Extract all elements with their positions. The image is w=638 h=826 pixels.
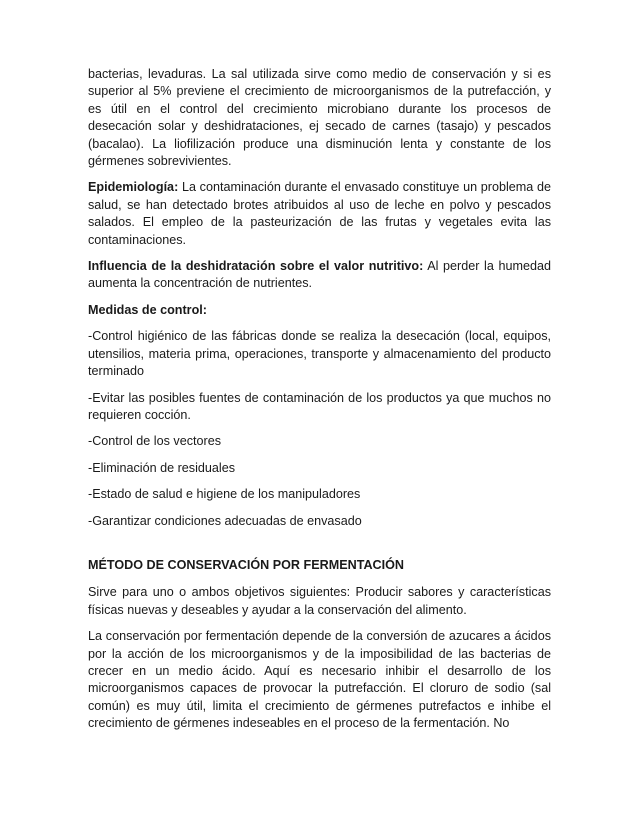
paragraph-salt-preservation: [88, 66, 551, 170]
list-item-packaging-conditions: [88, 513, 551, 530]
section-heading-fermentation: MÉTODO DE CONSERVACIÓN POR FERMENTACIÓN: [88, 557, 405, 572]
list-item-text: -Eliminación de residuales: [88, 460, 235, 475]
paragraph-lead-dehydration: Influencia de la deshidratación sobre el valor nutritivo:: [88, 259, 424, 274]
paragraph-fermentation-mechanism: [88, 628, 551, 732]
paragraph-text: Al perder la humedad aumenta la concentración de nutrientes.: [88, 259, 551, 291]
list-item-text: -Evitar las posibles fuentes de contaminación de los productos ya que muchos no requieren cocción.: [88, 390, 551, 422]
paragraph-text: La contaminación durante el envasado constituye un problema de salud, se han detectado brotes atribuidos al uso de leche en polvo y pescados salados. El empleo de la pasteurización de las frutas y vegetales evita las contaminaciones.: [88, 180, 551, 247]
paragraph-text: La conservación por fermentación depende de la conversión de azucares a ácidos por la acción de los microorganismos y de la imposibilidad de las bacterias de crecer en un medio ácido. Aquí es necesario inhibir el desarrollo de los microorganismos capaces de provocar la putrefacción. El cloruro de sodio (sal común) es muy útil, limita el crecimiento de gérmenes putrefactos e inhibe el crecimiento de gérmenes indeseables en el proceso de la fermentación. No: [88, 629, 551, 731]
list-item-text: -Garantizar condiciones adecuadas de envasado: [88, 513, 362, 528]
list-item-waste-removal: [88, 460, 551, 477]
list-item-hygiene-control: [88, 328, 551, 380]
document-page: [88, 66, 551, 742]
list-item-vector-control: [88, 433, 551, 450]
paragraph-lead-epidemiology: Epidemiología:: [88, 180, 179, 195]
paragraph-control-measures-heading: [88, 302, 551, 319]
paragraph-text: Sirve para uno o ambos objetivos siguientes: Producir sabores y características físicas nuevas y deseables y ayudar a la conservación del alimento.: [88, 585, 551, 617]
paragraph-dehydration-influence: [88, 258, 551, 293]
paragraph-fermentation-purpose: [88, 584, 551, 619]
paragraph-lead-control-measures: Medidas de control:: [88, 302, 207, 317]
paragraph-epidemiology: [88, 179, 551, 249]
list-item-text: -Estado de salud e higiene de los manipuladores: [88, 487, 361, 502]
list-item-text: -Control de los vectores: [88, 434, 221, 449]
list-item-handler-health: [88, 486, 551, 503]
paragraph-text: bacterias, levaduras. La sal utilizada sirve como medio de conservación y si es superior al 5% previene el crecimiento de microorganismos de la putrefacción, y es útil en el control del crecimiento microbiano durante los procesos de desecación solar y deshidrataciones, ej secado de carnes (tasajo) y pescados (bacalao). La liofilización produce una disminución lenta y constante de los gérmenes sobrevivientes.: [88, 67, 551, 169]
list-item-text: -Control higiénico de las fábricas donde se realiza la desecación (local, equipos, utensilios, materia prima, operaciones, transporte y almacenamiento del producto terminado: [88, 329, 551, 379]
list-item-avoid-contamination: [88, 390, 551, 425]
